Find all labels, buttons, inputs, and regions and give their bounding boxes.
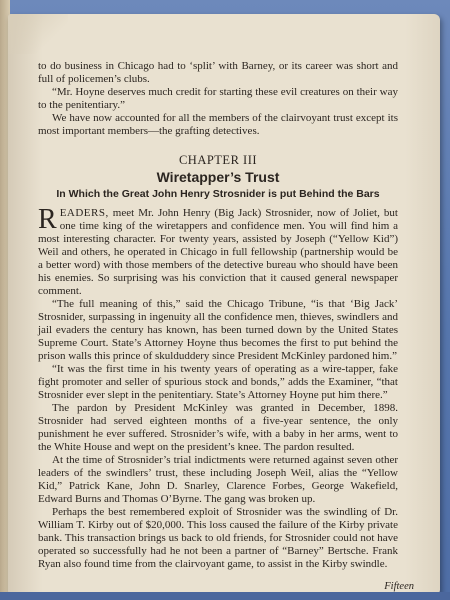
table-surface: [0, 592, 450, 600]
intro-paragraph-1: to do business in Chicago had to ‘split’ with Barney, or its career was short and full of policemen’s clubs.: [38, 60, 398, 85]
chapter-number: CHAPTER III: [178, 153, 258, 167]
page-text-block: [38, 60, 398, 571]
first-paragraph: [38, 204, 398, 298]
first-paragraph-text: meet Mr. John Henry (Big Jack) Strosnider, now of Joliet, but one time king of the wiretappers and confidence men. You will find him a most interesting character. For twenty years, assisted by Joseph (“Yellow Kid”) Weil and others, he operated in Chicago in full fellowship (partnership would be a better word) with those members of the detective bureau who should have been his enemies. So surprising was his conviction that it caused general newspaper comment.: [38, 207, 398, 297]
page-corner-shading: [8, 14, 68, 54]
paragraph-2: “It was the first time in his twenty years of operating as a wire-tapper, fake fight promoter and seller of spurious stock and bonds,” adds the Examiner, “that Strosnider ever slept in the penitentiary. State’s Attorney Hoyne put him there.”: [38, 363, 398, 401]
drop-cap: R: [38, 204, 57, 235]
first-word: EADERS,: [59, 207, 109, 219]
intro-paragraph-2: “Mr. Hoyne deserves much credit for starting these evil creatures on their way to the penitentiary.”: [38, 86, 398, 111]
paragraph-5: Perhaps the best remembered exploit of Strosnider was the swindling of Dr. William T. Kirby out of $20,000. This loss caused the failure of the Kirby private bank. This transaction brings us back to old friends, for Strosnider could not have operated so successfully had he not been a partner of “Barney” Bertsche. Frank Ryan also found time from the clairvoyant game, to assist in the Kirby swindle.: [38, 506, 398, 570]
chapter-title: Wiretapper’s Trust: [156, 169, 280, 185]
chapter-subtitle: In Which the Great John Henry Strosnider is put Behind the Bars: [56, 188, 380, 200]
paragraph-4: At the time of Strosnider’s trial indictments were returned against seven other leaders of the swindlers’ trust, these including Joseph Weil, alias the “Yellow Kid,” Patrick Kane, John D. Snarley, Clarence Forbes, George Wakefield, Edward Burns and Thomas O’Byrne. The gang was broken up.: [38, 454, 398, 505]
intro-paragraph-3: We have now accounted for all the members of the clairvoyant trust except its most important members—the grafting detectives.: [38, 112, 398, 137]
page-folio: Fifteen: [384, 581, 414, 592]
paragraph-1: “The full meaning of this,” said the Chicago Tribune, “is that ‘Big Jack’ Strosnider, surpassing in ingenuity all the confidence men, thieves, swindlers and jail evaders the century has known, has been turned down by the United States Supreme Court. State’s Attorney Hoyne thus becomes the first to put behind the prison walls this prince of skulduddery since President McKinley pardoned him.”: [38, 298, 398, 362]
paragraph-3: The pardon by President McKinley was granted in December, 1898. Strosnider had served eighteen months of a five-year sentence, the only punishment he ever suffered. Strosnider’s wife, with a baby in her arms, went to the White House and wept on the president’s knee. The pardon resulted.: [38, 402, 398, 453]
